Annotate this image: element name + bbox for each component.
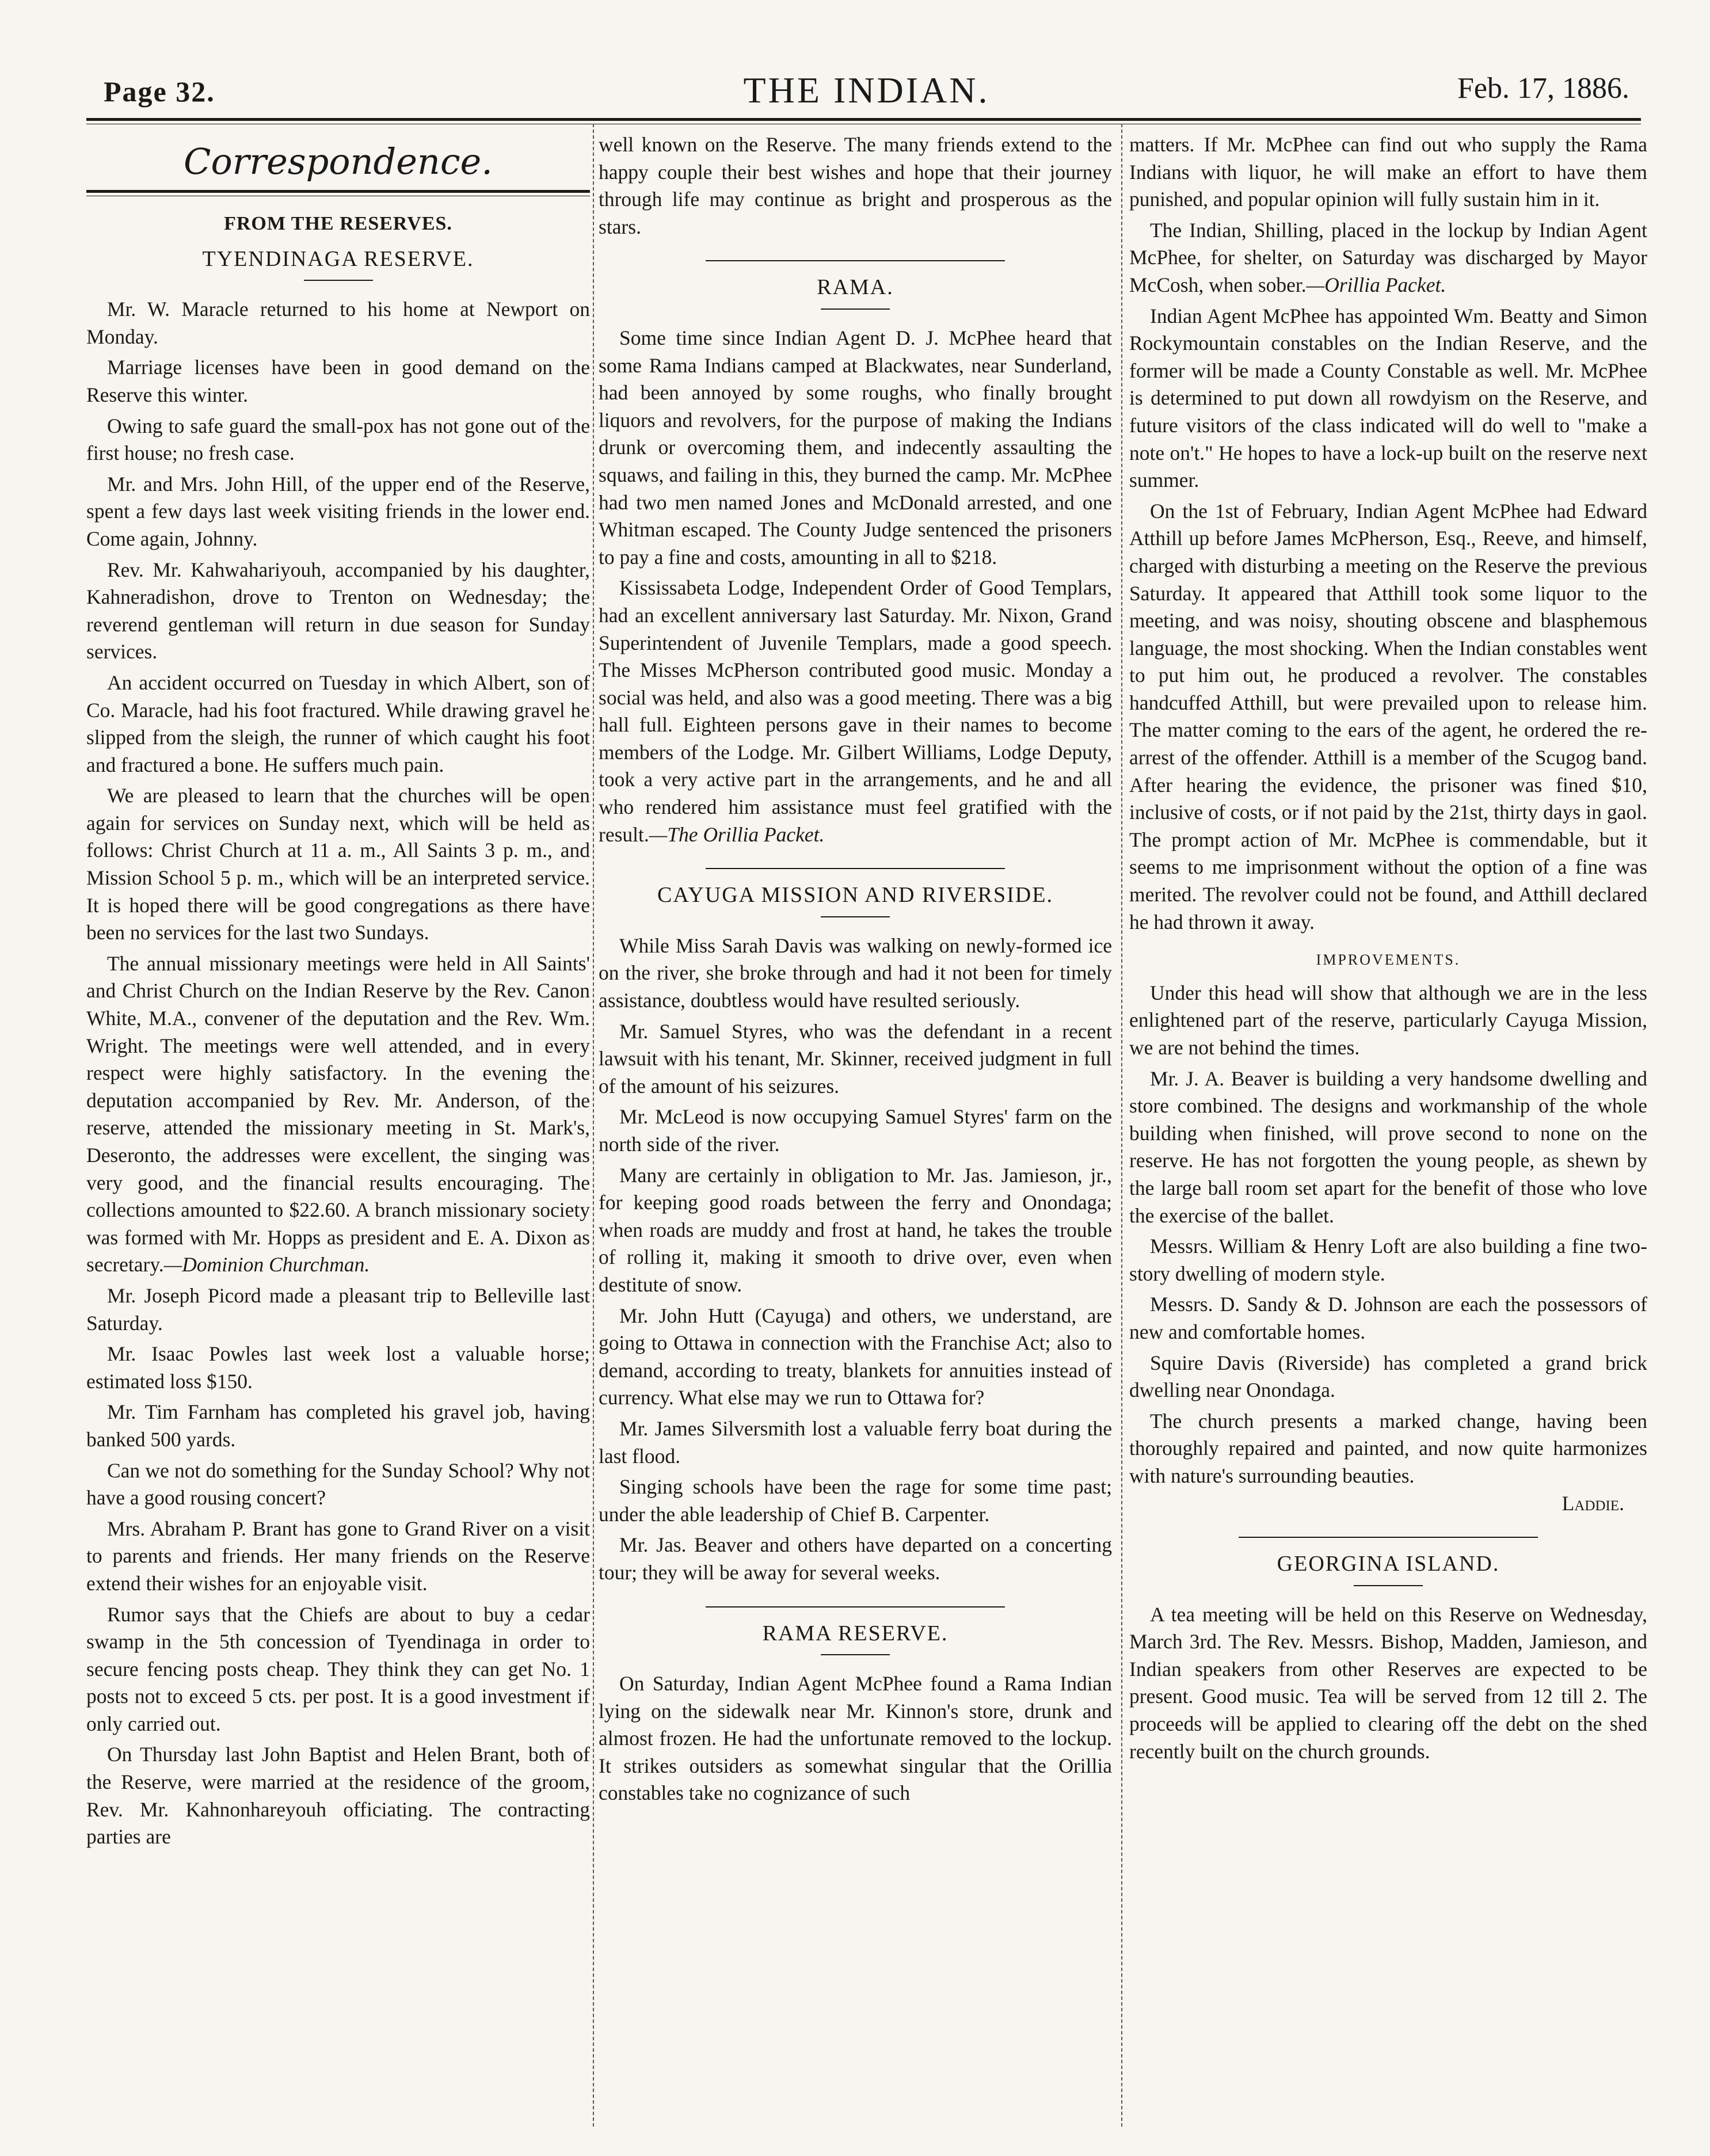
divider bbox=[821, 916, 890, 917]
article-heading: TYENDINAGA RESERVE. bbox=[202, 246, 474, 271]
divider bbox=[1239, 1537, 1538, 1538]
paragraph bbox=[86, 950, 590, 1279]
paragraph bbox=[599, 574, 1112, 848]
source-credit: —The Orillia Packet. bbox=[649, 822, 825, 846]
paragraph: Owing to safe guard the small-pox has not gone out of the first house; no fresh case. bbox=[86, 414, 590, 465]
paragraph: Mr. Samuel Styres, who was the defendant in a recent lawsuit with his tenant, Mr. Skinner, received judgment in full of the amount of his seizures. bbox=[599, 1019, 1112, 1098]
paragraph bbox=[1129, 217, 1647, 299]
column-3 bbox=[1129, 131, 1647, 2111]
paragraph-text: Kississabeta Lodge, Independent Order of Good Templars, had an excellent anniversary last Saturday. Mr. Nixon, Grand Superintendent of Juvenile Templars, made a good speech. The Misses McPherson contributed good music. Monday a social was held, and also was a good meeting. There was a big hall full. Eighteen persons gave in their names to become members of the Lodge. Mr. Gilbert Williams, Lodge Deputy, took a very active part in the arrangements, and he and all who rendered him assistance must feel gratified with the result. bbox=[599, 576, 1112, 846]
paragraph: Messrs. William & Henry Loft are also building a fine two-story dwelling of modern style. bbox=[1129, 1235, 1647, 1285]
header-rule bbox=[86, 118, 1641, 121]
paragraph: Mr. Isaac Powles last week lost a valuable horse; estimated loss $150. bbox=[86, 1342, 590, 1393]
paragraph: Under this head will show that although we are in the less enlightened part of the reserve, particularly Cayuga Mission, we are not behind the times. bbox=[1129, 981, 1647, 1059]
paragraph: Mrs. Abraham P. Brant has gone to Grand River on a visit to parents and friends. Her many friends on the Reserve extend their wishes for an enjoyable visit. bbox=[86, 1517, 590, 1595]
source-credit: —Dominion Churchman. bbox=[163, 1253, 370, 1277]
paragraph: On Saturday, Indian Agent McPhee found a Rama Indian lying on the sidewalk near Mr. Kinnon's store, drunk and almost frozen. He had the unfortunate removed to the lockup. It strikes outsiders as somewhat singular that the Orillia constables take no cognizance of such bbox=[599, 1672, 1112, 1805]
divider bbox=[706, 868, 1005, 869]
paragraph: Mr. John Hutt (Cayuga) and others, we understand, are going to Ottawa in connection with the Franchise Act; also to demand, according to treaty, blankets for annuities instead of currency. What else may we run to Ottawa for? bbox=[599, 1304, 1112, 1410]
paragraph: Some time since Indian Agent D. J. McPhee heard that some Rama Indians camped at Blackwates, near Sunderland, had been annoyed by some roughs, who finally brought liquors and revolvers, for the purpose of making the Indians drunk or overcoming them, and indecently assaulting the squaws, and failing in this, they burned the camp. Mr. McPhee had two men named Jones and McDonald arrested, and one Whitman escaped. The County Judge sentenced the prisoners to pay a fine and costs, amounting in all to $218. bbox=[599, 326, 1112, 569]
paragraph: An accident occurred on Tuesday in which Albert, son of Co. Maracle, had his foot fractured. While drawing gravel he slipped from the sleigh, the runner of which caught his foot and fractured a bone. He suffers much pain. bbox=[86, 671, 590, 776]
signature: Laddie. bbox=[1562, 1491, 1624, 1515]
paragraph: Marriage licenses have been in good demand on the Reserve this winter. bbox=[86, 356, 590, 406]
divider bbox=[706, 1606, 1005, 1608]
paragraph: Mr. James Silversmith lost a valuable ferry boat during the last flood. bbox=[599, 1416, 1112, 1468]
page-number: Page 32. bbox=[104, 75, 215, 108]
section-title: Correspondence. bbox=[184, 140, 493, 182]
paragraph: Mr. McLeod is now occupying Samuel Styres' farm on the north side of the river. bbox=[599, 1105, 1112, 1156]
article-heading: GEORGINA ISLAND. bbox=[1277, 1552, 1500, 1576]
paragraph: Mr. J. A. Beaver is building a very handsome dwelling and store combined. The designs and workmanship of the whole building when finished, will prove second to none on the reserve. He has not forgotten the young people, as shewn by the large ball room set apart for the benefit of those who love the exercise of the ballet. bbox=[1129, 1066, 1647, 1227]
divider bbox=[821, 308, 890, 310]
paragraph: Rev. Mr. Kahwahariyouh, accompanied by his daughter, Kahneradishon, drove to Trenton on Wednesday; the reverend gentleman will return in due season for Sunday services. bbox=[86, 558, 590, 664]
paragraph: On Thursday last John Baptist and Helen Brant, both of the Reserve, were married at the residence of the groom, Rev. Mr. Kahnonhareyouh officiating. The contracting parties are bbox=[86, 1743, 590, 1849]
article-heading: RAMA RESERVE. bbox=[762, 1621, 949, 1645]
paragraph: Mr. Joseph Picord made a pleasant trip to Belleville last Saturday. bbox=[86, 1283, 590, 1335]
paragraph: Squire Davis (Riverside) has completed a grand brick dwelling near Onondaga. bbox=[1129, 1351, 1647, 1402]
paragraph: Singing schools have been the rage for some time past; under the able leadership of Chief B. Carpenter. bbox=[599, 1475, 1112, 1526]
paragraph: Mr. Jas. Beaver and others have departed on a concerting tour; they will be away for several weeks. bbox=[599, 1533, 1112, 1584]
source-credit: —Orillia Packet. bbox=[1306, 273, 1446, 296]
paragraph: Many are certainly in obligation to Mr. Jas. Jamieson, jr., for keeping good roads between the ferry and Onondaga; when roads are muddy and frost at hand, he takes the trouble of rolling it, making it smooth to drive over, even when destitute of snow. bbox=[599, 1163, 1112, 1296]
paragraph: Rumor says that the Chiefs are about to buy a cedar swamp in the 5th concession of Tyendinaga in order to secure fencing posts cheap. They think they can get No. 1 posts not to exceed 5 cts. per post. It is a good investment if only carried out. bbox=[86, 1602, 590, 1735]
divider bbox=[706, 260, 1005, 261]
newspaper-title: THE INDIAN. bbox=[743, 70, 990, 111]
paragraph: Mr. Tim Farnham has completed his gravel job, having banked 500 yards. bbox=[86, 1400, 590, 1451]
paragraph: Indian Agent McPhee has appointed Wm. Beatty and Simon Rockymountain constables on the Indian Reserve, and the former will be made a County Constable as well. Mr. McPhee is determined to put down all rowdyism on the Reserve, and future visitors of the class indicated will do well to "make a note on't." He hopes to have a lock-up built on the reserve next summer. bbox=[1129, 304, 1647, 492]
article-subheading: IMPROVEMENTS. bbox=[1316, 951, 1461, 969]
paragraph: Mr. W. Maracle returned to his home at Newport on Monday. bbox=[86, 298, 590, 348]
divider bbox=[821, 1654, 890, 1655]
section-rule bbox=[86, 190, 590, 196]
paragraph-text: The Indian, Shilling, placed in the lockup by Indian Agent McPhee, for shelter, on Saturday was discharged by Mayor McCosh, when sober. bbox=[1129, 218, 1647, 296]
paragraph-text: The annual missionary meetings were held in All Saints' and Christ Church on the Indian Reserve by the Rev. Canon White, M.A., convener of the deputation and the Rev. Wm. Wright. The meetings were well attended, and in every respect were highly satisfactory. In the evening the deputation accompanied by Rev. Mr. Anderson, of the reserve, attended the missionary meeting in St. Mark's, Deseronto, the addresses were excellent, the singing was very good, and the financial results encouraging. The collections amounted to $22.60. A branch missionary society was formed with Mr. Hopps as president and E. A. Dixon as secretary. bbox=[86, 951, 590, 1277]
article-heading: RAMA. bbox=[817, 275, 894, 300]
column-1 bbox=[86, 131, 590, 2111]
article-heading: CAYUGA MISSION AND RIVERSIDE. bbox=[657, 883, 1053, 908]
subheading: FROM THE RESERVES. bbox=[224, 213, 452, 234]
paragraph: On the 1st of February, Indian Agent McPhee had Edward Atthill up before James McPherson, Esq., Reeve, and himself, charged with disturbing a meeting on the Reserve the previous Saturday. It appeared that Atthill took some liquor to the meeting, and was noisy, shouting obscene and blasphemous language, the most shocking. When the Indian constables went to put him out, he produced a revolver. The constables handcuffed Atthill, but were prevailed upon to release him. The matter coming to the ears of the agent, he ordered the re-arrest of the offender. Atthill is a member of the Scugog band. After hearing the evidence, the prisoner was fined $10, inclusive of costs, or if not paid by the 21st, thirty days in gaol. The prompt action of Mr. McPhee is commendable, but it seems to me imprisonment without the option of a fine was merited. The revolver could not be found, and Atthill declared he had thrown it away. bbox=[1129, 499, 1647, 934]
paragraph: well known on the Reserve. The many friends extend to the happy couple their best wishes and hope that their journey through life may continue as bright and prosperous as the stars. bbox=[599, 133, 1112, 238]
paragraph: A tea meeting will be held on this Reserve on Wednesday, March 3rd. The Rev. Messrs. Bishop, Madden, Jamieson, and Indian speakers from other Reserves are expected to be present. Good music. Tea will be served from 12 till 2. The proceeds will be applied to clearing off the debt on the shed recently built on the church grounds. bbox=[1129, 1602, 1647, 1763]
paragraph: While Miss Sarah Davis was walking on newly-formed ice on the river, she broke through and had it not been for timely assistance, doubtless would have resulted seriously. bbox=[599, 934, 1112, 1012]
column-separator bbox=[1121, 124, 1122, 2127]
paragraph: matters. If Mr. McPhee can find out who supply the Rama Indians with liquor, he will make an effort to have them punished, and popular opinion will fully sustain him in it. bbox=[1129, 133, 1647, 211]
paragraph: The church presents a marked change, having been thoroughly repaired and painted, and now quite harmonizes with nature's surrounding beauties. bbox=[1129, 1409, 1647, 1487]
column-separator bbox=[593, 124, 594, 2127]
issue-date: Feb. 17, 1886. bbox=[1457, 72, 1629, 105]
column-2 bbox=[599, 131, 1112, 2111]
paragraph: Messrs. D. Sandy & D. Johnson are each the possessors of new and comfortable homes. bbox=[1129, 1293, 1647, 1343]
paragraph: We are pleased to learn that the churches will be open again for services on Sunday next, which will be held as follows: Christ Church at 11 a. m., All Saints 3 p. m., and Mission School 5 p. m., which will be an interpreted service. It is hoped there will be good congregations as there have been no services for the last two Sundays. bbox=[86, 784, 590, 944]
paragraph: Mr. and Mrs. John Hill, of the upper end of the Reserve, spent a few days last week visiting friends in the lower end. Come again, Johnny. bbox=[86, 472, 590, 550]
paragraph: Can we not do something for the Sunday School? Why not have a good rousing concert? bbox=[86, 1458, 590, 1510]
divider bbox=[1354, 1585, 1423, 1586]
divider bbox=[304, 280, 373, 281]
masthead bbox=[104, 63, 1629, 121]
